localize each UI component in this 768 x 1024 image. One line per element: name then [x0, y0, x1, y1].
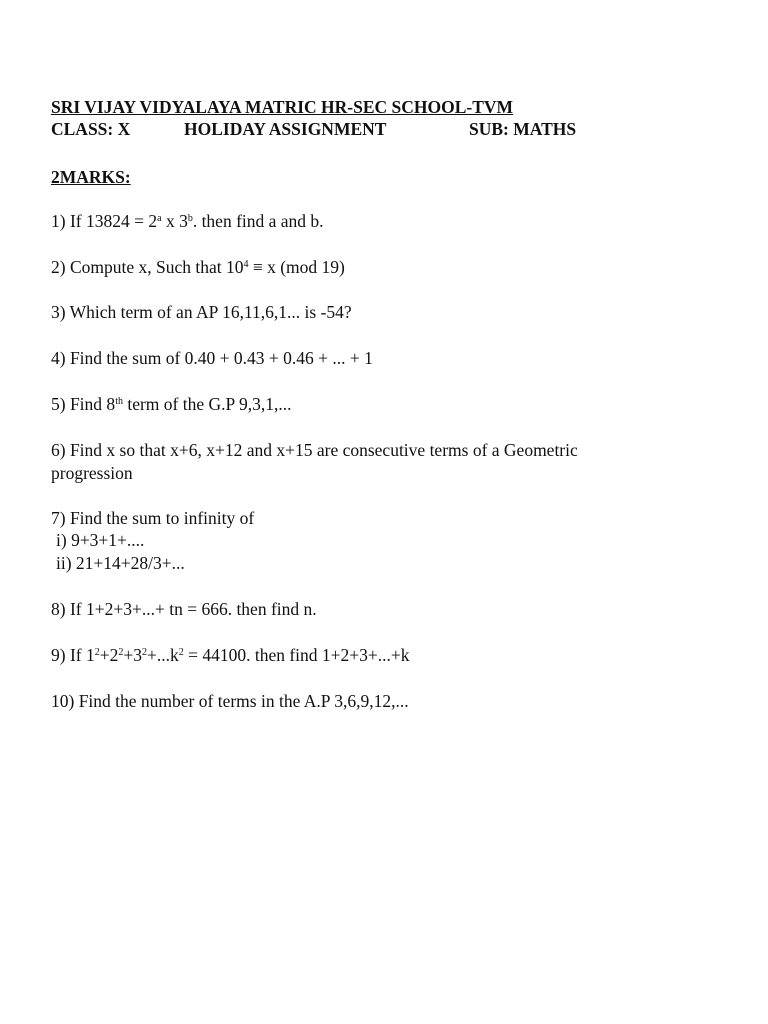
question-10: 10) Find the number of terms in the A.P 3,6,9,12,...: [51, 691, 409, 711]
question-6-line-2: progression: [51, 463, 133, 483]
question-4: 4) Find the sum of 0.40 + 0.43 + 0.46 + ... + 1: [51, 348, 373, 368]
assignment-title: HOLIDAY ASSIGNMENT: [184, 119, 387, 139]
question-8: 8) If 1+2+3+...+ tn = 666. then find n.: [51, 599, 317, 619]
question-2: 2) Compute x, Such that $10^4 \equiv x$ (mod 19): [51, 257, 345, 277]
question-1: 1) If $13824 = 2^a$ x 3$^b$. then find a and b.: [51, 211, 324, 231]
question-5: 5) Find 8th term of the G.P 9,3,1,...: [51, 394, 292, 414]
question-6-line-1: 6) Find x so that x+6, x+12 and x+15 are consecutive terms of a Geometric: [51, 440, 578, 460]
class-label: CLASS: X: [51, 119, 131, 139]
question-7-part-ii: ii) 21+14+28/3+...: [56, 553, 185, 573]
question-9: 9) If $1^2+2^2+3^2+...k^2 = 44100$. then find 1+2+3+...+k: [51, 645, 410, 665]
question-7-part-i: i) 9+3+1+....: [56, 530, 145, 550]
subject-label: SUB: MATHS: [469, 119, 577, 139]
school-name: SRI VIJAY VIDYALAYA MATRIC HR-SEC SCHOOL-TVM: [51, 97, 514, 117]
section-title: 2MARKS:: [51, 167, 131, 187]
question-3: 3) Which term of an AP 16,11,6,1... is -54?: [51, 302, 352, 322]
question-7: 7) Find the sum to infinity of: [51, 508, 255, 528]
